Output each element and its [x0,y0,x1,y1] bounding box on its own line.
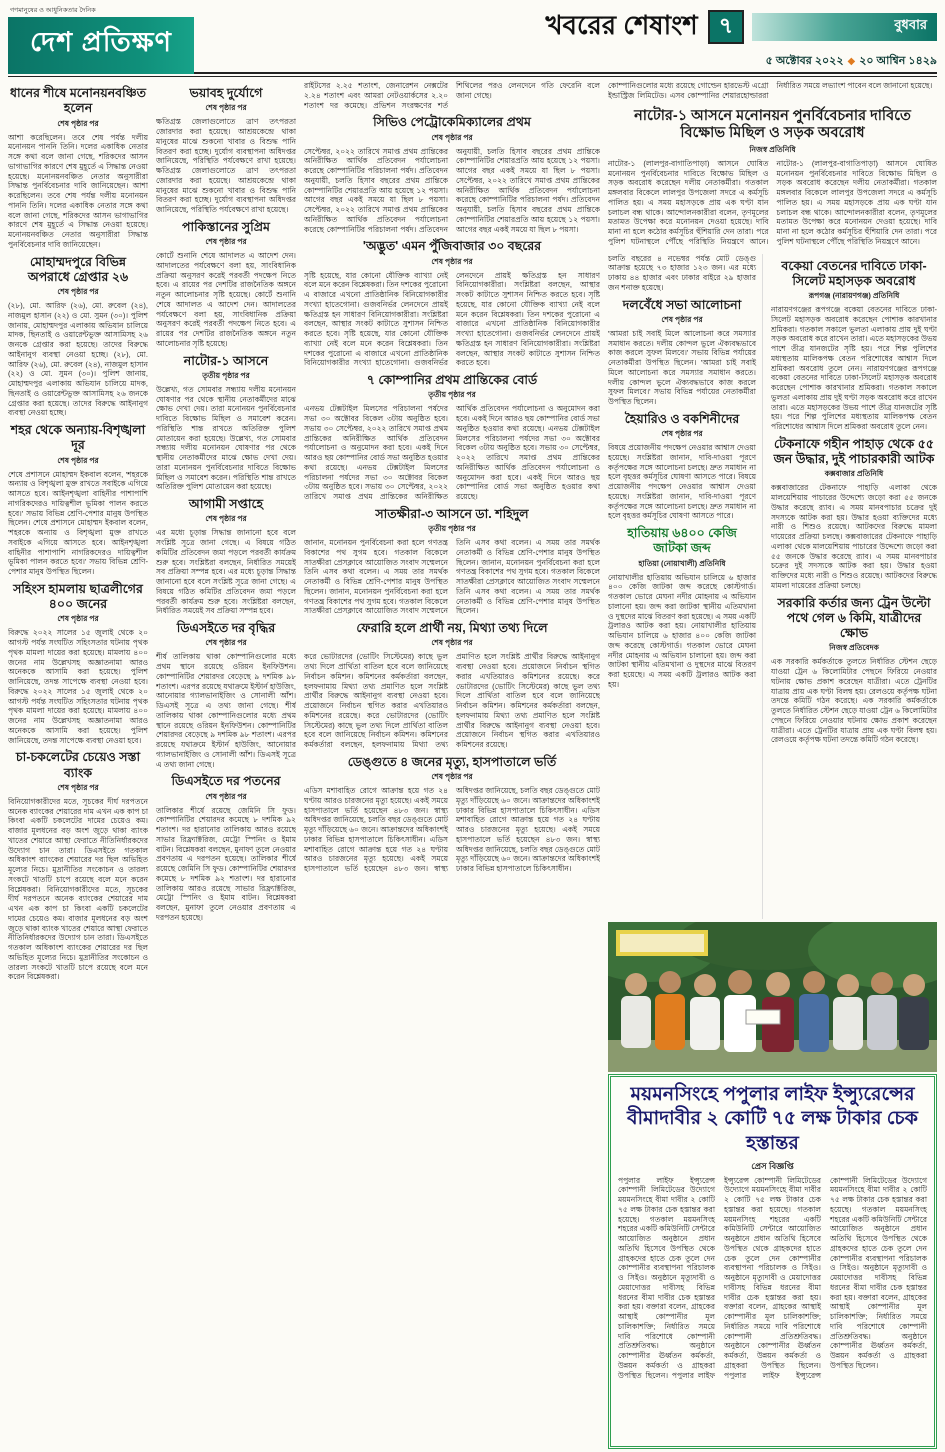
ad-headline: ময়মনসিংহে পপুলার লাইফ ইন্স্যুরেন্সের বীমাদাবীর ২ কোটি ৭৫ লক্ষ টাকার চেক হস্তান্তর [627,1083,918,1154]
ceremony-photo-graphic [608,922,937,1072]
story [8,582,148,746]
story-body: নাটোর-১ (লালপুর-বাগাতিপাড়া) আসনে ঘোষিত মনোনয়ন পুনর্বিবেচনার দাবিতে বিক্ষোভ মিছিল ও সড়ক অবরোধ করেছেন দলীয় নেতাকর্মীরা। গতকাল মঙ্গলবার বিকেলে লালপুর উপজেলা সদরে এ কর্মসূচি পালিত হয়। এ সময় মহাসড়কে প্রায় এক ঘণ্টা যান চলাচল বন্ধ থাকে। আন্দোলনকারীরা বলেন, তৃণমূলের মতামত উপেক্ষা করে মনোনয়ন দেওয়া হয়েছে। দাবি মানা না হলে কঠোর কর্মসূচির হুঁশিয়ারি দেন তারা। পরে পুলিশ ঘটনাস্থলে পৌঁছে পরিস্থিতি নিয়ন্ত্রণে আনে। নাটোর-১ (লালপুর-বাগাতিপাড়া) আসনে ঘোষিত মনোনয়ন পুনর্বিবেচনার দাবিতে বিক্ষোভ মিছিল ও সড়ক অবরোধ করেছেন দলীয় নেতাকর্মীরা। গতকাল মঙ্গলবার বিকেলে লালপুর উপজেলা সদরে এ কর্মসূচি পালিত হয়। এ সময় মহাসড়কে প্রায় এক ঘণ্টা যান চলাচল বন্ধ থাকে। আন্দোলনকারীরা বলেন, তৃণমূলের মতামত উপেক্ষা করে মনোনয়ন দেওয়া হয়েছে। দাবি মানা না হলে কঠোর কর্মসূচির হুঁশিয়ারি দেন তারা। পরে পুলিশ ঘটনাস্থলে পৌঁছে পরিস্থিতি নিয়ন্ত্রণে আনে। [608,158,937,246]
story-body: বিরুদ্ধে ২০২২ সালের ১৫ জুলাই থেকে ২০ আগস্ট পর্যন্ত সংঘটিত সহিংসতার ঘটনায় পৃথক পৃথক মামলা দায়ের করা হয়েছে। মামলায় ৪০০ জনের নাম উল্লেখসহ অজ্ঞাতনামা আরও অনেককে আসামি করা হয়েছে। পুলিশ জানিয়েছে, তদন্ত সাপেক্ষে ব্যবস্থা নেওয়া হবে। বিরুদ্ধে ২০২২ সালের ১৫ জুলাই থেকে ২০ আগস্ট পর্যন্ত সংঘটিত সহিংসতার ঘটনায় পৃথক পৃথক মামলা দায়ের করা হয়েছে। মামলায় ৪০০ জনের নাম উল্লেখসহ অজ্ঞাতনামা আরও অনেককে আসামি করা হয়েছে। পুলিশ জানিয়েছে, তদন্ত সাপেক্ষে ব্যবস্থা নেওয়া হবে। [8,628,148,745]
story-headline: মোহাম্মদপুরে বিভিন্ন অপরাধে গ্রেপ্তার ২৬ [27,254,129,284]
story-headline: আগামী সপ্তাহে [188,497,264,511]
story-body: ক্ষতিগ্রস্ত জেলাগুলোতে ত্রাণ তৎপরতা জোরদার করা হয়েছে। আশ্রয়কেন্দ্রে থাকা মানুষের মাঝে শুকনো খাবার ও বিশুদ্ধ পানি বিতরণ করা হচ্ছে। দুর্যোগ ব্যবস্থাপনা অধিদপ্তর জানিয়েছে, পরিস্থিতি পর্যবেক্ষণে রাখা হয়েছে। ক্ষতিগ্রস্ত জেলাগুলোতে ত্রাণ তৎপরতা জোরদার করা হয়েছে। আশ্রয়কেন্দ্রে থাকা মানুষের মাঝে শুকনো খাবার ও বিশুদ্ধ পানি বিতরণ করা হচ্ছে। দুর্যোগ ব্যবস্থাপনা অধিদপ্তর জানিয়েছে, পরিস্থিতি পর্যবেক্ষণে রাখা হয়েছে। [156,117,296,214]
column-1 [8,81,148,1449]
story-byline: শেষ পৃষ্ঠার পর [205,791,247,801]
story-body: আশা করেছিলেন। তবে শেষ পর্যন্ত দলীয় মনোনয়ন পাননি তিনি। দলের একাধিক নেতার সঙ্গে কথা বলে জানা গেছে, শরিকদের আসন ভাগাভাগির কারণে শেষ মুহূর্তে এ সিদ্ধান্ত নেওয়া হয়েছে। মনোনয়নবঞ্চিত নেতার অনুসারীরা সিদ্ধান্ত পুনর্বিবেচনার দাবি জানিয়েছেন। আশা করেছিলেন। তবে শেষ পর্যন্ত দলীয় মনোনয়ন পাননি তিনি। দলের একাধিক নেতার সঙ্গে কথা বলে জানা গেছে, শরিকদের আসন ভাগাভাগির কারণে শেষ মুহূর্তে এ সিদ্ধান্ত নেওয়া হয়েছে। মনোনয়নবঞ্চিত নেতার অনুসারীরা সিদ্ধান্ত পুনর্বিবেচনার দাবি জানিয়েছেন। [8,132,148,249]
lead-story [608,106,937,247]
story-body: সৃষ্টি হয়েছে, যার কোনো যৌক্তিক ব্যাখ্যা নেই বলে মনে করেন বিশ্লেষকরা। তিন দশকের পুরোনো এ বাজারে এখনো প্রাতিষ্ঠানিক বিনিয়োগকারীর সংখ্যা হাতেগোনা। গুজবনির্ভর লেনদেনে প্রায়ই ক্ষতিগ্রস্ত হন সাধারণ বিনিয়োগকারীরা। সংশ্লিষ্টরা বলছেন, আস্থার সংকট কাটাতে সুশাসন নিশ্চিত করতে হবে। সৃষ্টি হয়েছে, যার কোনো যৌক্তিক ব্যাখ্যা নেই বলে মনে করেন বিশ্লেষকরা। তিন দশকের পুরোনো এ বাজারে এখনো প্রাতিষ্ঠানিক বিনিয়োগকারীর সংখ্যা হাতেগোনা। গুজবনির্ভর লেনদেনে প্রায়ই ক্ষতিগ্রস্ত হন সাধারণ বিনিয়োগকারীরা। সংশ্লিষ্টরা বলছেন, আস্থার সংকট কাটাতে সুশাসন নিশ্চিত করতে হবে। সৃষ্টি হয়েছে, যার কোনো যৌক্তিক ব্যাখ্যা নেই বলে মনে করেন বিশ্লেষকরা। তিন দশকের পুরোনো এ বাজারে এখনো প্রাতিষ্ঠানিক বিনিয়োগকারীর সংখ্যা হাতেগোনা। গুজবনির্ভর লেনদেনে প্রায়ই ক্ষতিগ্রস্ত হন সাধারণ বিনিয়োগকারীরা। সংশ্লিষ্টরা বলছেন, আস্থার সংকট কাটাতে সুশাসন নিশ্চিত করতে হবে। [304,270,600,368]
story-headline: ডিএসইতে দর বৃদ্ধির [176,621,276,635]
story-body: এনভয় টেক্সটাইল মিলসের পরিচালনা পর্ষদের সভা ৩০ অক্টোবর বিকেল ৩টায় অনুষ্ঠিত হবে। সভায় ৩০ সেপ্টেম্বর, ২০২২ তারিখে সমাপ্ত প্রথম প্রান্তিকের অনিরীক্ষিত আর্থিক প্রতিবেদন পর্যালোচনা ও অনুমোদন করা হবে। একই দিনে আরও ছয় কোম্পানির বোর্ড সভা অনুষ্ঠিত হওয়ার কথা রয়েছে। এনভয় টেক্সটাইল মিলসের পরিচালনা পর্ষদের সভা ৩০ অক্টোবর বিকেল ৩টায় অনুষ্ঠিত হবে। সভায় ৩০ সেপ্টেম্বর, ২০২২ তারিখে সমাপ্ত প্রথম প্রান্তিকের অনিরীক্ষিত আর্থিক প্রতিবেদন পর্যালোচনা ও অনুমোদন করা হবে। একই দিনে আরও ছয় কোম্পানির বোর্ড সভা অনুষ্ঠিত হওয়ার কথা রয়েছে। এনভয় টেক্সটাইল মিলসের পরিচালনা পর্ষদের সভা ৩০ অক্টোবর বিকেল ৩টায় অনুষ্ঠিত হবে। সভায় ৩০ সেপ্টেম্বর, ২০২২ তারিখে সমাপ্ত প্রথম প্রান্তিকের অনিরীক্ষিত আর্থিক প্রতিবেদন পর্যালোচনা ও অনুমোদন করা হবে। একই দিনে আরও ছয় কোম্পানির বোর্ড সভা অনুষ্ঠিত হওয়ার কথা রয়েছে। [304,404,600,501]
story-headline: ডিএসইতে দর পতনের [171,774,281,789]
story-headline: সাতক্ষীরা-৩ আসনে ডা. শহিদুল [375,506,529,521]
story-byline: রূপগঞ্জ (নারায়ণগঞ্জ) প্রতিনিধি [808,291,900,301]
continuation-text: চলতি বছরের ৪ নভেম্বর পর্যন্ত মোট ডেঙ্গু আক্রান্ত হয়েছে ৭৩ হাজার ১২৩ জন। এর মধ্যে ঢাকায় ৪৪ হাজার এবং ঢাকার বাইরে ২৯ হাজার জন শনাক্ত হয়েছে। [608,253,756,292]
column-middle [304,81,600,1449]
story [156,354,296,493]
story-headline: সরকারি কর্তার জন্য ট্রেন উল্টো পথে গেল ৬ কিমি, যাত্রীদের ক্ষোভ [777,595,931,641]
story-headline: ফেরারি হলে প্রার্থী নয়, মিথ্যা তথ্য দিলে [356,621,548,635]
right-sub-columns [608,254,937,919]
story-body: জানান, মনোনয়ন পুনর্বিবেচনা করা হলে গণতন্ত্র বিকাশের পথ সুগম হবে। গতকাল বিকেলে সাতক্ষীরা প্রেসক্লাবে আয়োজিত সংবাদ সম্মেলনে তিনি এসব কথা বলেন। এ সময় তার সমর্থক নেতাকর্মী ও বিভিন্ন শ্রেণি-পেশার মানুষ উপস্থিত ছিলেন। জানান, মনোনয়ন পুনর্বিবেচনা করা হলে গণতন্ত্র বিকাশের পথ সুগম হবে। গতকাল বিকেলে সাতক্ষীরা প্রেসক্লাবে আয়োজিত সংবাদ সম্মেলনে তিনি এসব কথা বলেন। এ সময় তার সমর্থক নেতাকর্মী ও বিভিন্ন শ্রেণি-পেশার মানুষ উপস্থিত ছিলেন। জানান, মনোনয়ন পুনর্বিবেচনা করা হলে গণতন্ত্র বিকাশের পথ সুগম হবে। গতকাল বিকেলে সাতক্ষীরা প্রেসক্লাবে আয়োজিত সংবাদ সম্মেলনে তিনি এসব কথা বলেন। এ সময় তার সমর্থক নেতাকর্মী ও বিভিন্ন শ্রেণি-পেশার মানুষ উপস্থিত ছিলেন। [304,538,600,616]
ad-byline: প্রেস বিজ্ঞপ্তি [751,1160,794,1171]
story-byline: তৃতীয় পৃষ্ঠার পর [428,390,476,400]
story-byline: শেষ পৃষ্ঠার পর [431,132,473,142]
column-right-group [608,81,937,1449]
story [771,596,937,746]
column-2 [156,81,296,1449]
story-body: নোয়াখালীর হাতিয়ায় অভিযান চালিয়ে ৬ হাজার ৪০০ কেজি জাটকা জব্দ করেছে কোস্টগার্ড। গতকাল ভোরে মেঘনা নদীর মোহনায় এ অভিযান চালানো হয়। জব্দ করা জাটকা স্থানীয় এতিমখানা ও দুস্থদের মাঝে বিতরণ করা হয়েছে। এ সময় একটি ট্রলারও আটক করা হয়। নোয়াখালীর হাতিয়ায় অভিযান চালিয়ে ৬ হাজার ৪০০ কেজি জাটকা জব্দ করেছে কোস্টগার্ড। গতকাল ভোরে মেঘনা নদীর মোহনায় এ অভিযান চালানো হয়। জব্দ করা জাটকা স্থানীয় এতিমখানা ও দুস্থদের মাঝে বিতরণ করা হয়েছে। এ সময় একটি ট্রলারও আটক করা হয়। [608,572,756,689]
story [156,774,296,922]
diamond-separator-icon: ◆ [847,56,856,67]
story [771,437,937,591]
story-headline: ভয়াবহ দুর্যোগে [189,86,263,100]
story-headline: ডেঙ্গুতে ৪ জনের মৃত্যু, হাসপাতালে ভর্তি [347,754,557,769]
continuation-text: রাইটসের ২.২৫ শতাংশ, জেনারেশন নেক্সটের ২.২৪ শতাংশ এবং আমরা নেটওয়ার্কসের ২.২০ শতাংশ দর কমেছে। প্রভিশন সংরক্ষণের শর্ত শিথিলের পরও লেনদেনে গতি ফেরেনি বলে জানা গেছে। [304,81,600,110]
story [304,507,600,616]
story [8,750,148,982]
story-byline: শেষ পৃষ্ঠার পর [205,514,247,524]
column-6 [771,254,937,919]
story-body: (২৮), মো. আরিফ (২৬), মো. রুবেল (২৪), নাজমুল হাসান (২২) ও মো. সুমন (৩০)। পুলিশ জানায়, মোহাম্মদপুর এলাকায় অভিযান চালিয়ে মাদক, ছিনতাই ও ওয়ারেন্টভুক্ত আসামিসহ ২৬ জনকে গ্রেপ্তার করা হয়েছে। তাদের বিরুদ্ধে আইনানুগ ব্যবস্থা নেওয়া হচ্ছে। (২৮), মো. আরিফ (২৬), মো. রুবেল (২৪), নাজমুল হাসান (২২) ও মো. সুমন (৩০)। পুলিশ জানায়, মোহাম্মদপুর এলাকায় অভিযান চালিয়ে মাদক, ছিনতাই ও ওয়ারেন্টভুক্ত আসামিসহ ২৬ জনকে গ্রেপ্তার করা হয়েছে। তাদের বিরুদ্ধে আইনানুগ ব্যবস্থা নেওয়া হচ্ছে। [8,301,148,418]
date-gregorian: ৫ অক্টোবর ২০২২ [765,55,844,67]
story-body: শীর্ষ তালিকায় থাকা কোম্পানিগুলোর মধ্যে প্রথম স্থানে রয়েছে ওরিয়ন ইনফিউশন। কোম্পানিটির শেয়ারদর বেড়েছে ৯ দশমিক ৯৮ শতাংশ। এরপর রয়েছে যথাক্রমে ইস্টার্ন হাউজিং, আনোয়ার গ্যালভানাইজিং ও সোনালী আঁশ। ডিএসই সূত্রে এ তথ্য জানা গেছে। শীর্ষ তালিকায় থাকা কোম্পানিগুলোর মধ্যে প্রথম স্থানে রয়েছে ওরিয়ন ইনফিউশন। কোম্পানিটির শেয়ারদর বেড়েছে ৯ দশমিক ৯৮ শতাংশ। এরপর রয়েছে যথাক্রমে ইস্টার্ন হাউজিং, আনোয়ার গ্যালভানাইজিং ও সোনালী আঁশ। ডিএসই সূত্রে এ তথ্য জানা গেছে। [156,652,296,769]
story-headline: ধানের শীষে মনোনয়নবঞ্চিত হলেন [10,86,146,116]
story [156,86,296,215]
story [156,220,296,349]
weekday-ribbon: বুধবার [752,13,937,41]
story [304,755,600,874]
story [771,259,937,432]
story [304,621,600,750]
story-byline: শেষ পৃষ্ঠার পর [431,772,473,781]
story-body: উল্লেখ্য, গত সোমবার সন্ধ্যায় দলীয় মনোনয়ন ঘোষণার পর থেকে স্থানীয় নেতাকর্মীদের মাঝে ক্ষোভ দেখা দেয়। তারা মনোনয়ন পুনর্বিবেচনার দাবিতে বিক্ষোভ মিছিল ও সমাবেশ করেন। পরিস্থিতি শান্ত রাখতে অতিরিক্ত পুলিশ মোতায়েন করা হয়েছে। উল্লেখ্য, গত সোমবার সন্ধ্যায় দলীয় মনোনয়ন ঘোষণার পর থেকে স্থানীয় নেতাকর্মীদের মাঝে ক্ষোভ দেখা দেয়। তারা মনোনয়ন পুনর্বিবেচনার দাবিতে বিক্ষোভ মিছিল ও সমাবেশ করেন। পরিস্থিতি শান্ত রাখতে অতিরিক্ত পুলিশ মোতায়েন করা হয়েছে। [156,384,296,492]
story-byline: শেষ পৃষ্ঠার পর [57,287,99,296]
story-byline: শেষ পৃষ্ঠার পর [661,314,703,324]
story-body: শেষে প্রশাসনে মোহাম্মদ ইকবাল বলেন, 'শহরকে অন্যায় ও বিশৃঙ্খলা মুক্ত রাখতে সবাইকে এগিয়ে আসতে হবে। আইনশৃঙ্খলা বাহিনীর পাশাপাশি নাগরিকদেরও দায়িত্বশীল ভূমিকা পালন করতে হবে।' সভায় বিভিন্ন শ্রেণি-পেশার মানুষ উপস্থিত ছিলেন। শেষে প্রশাসনে মোহাম্মদ ইকবাল বলেন, 'শহরকে অন্যায় ও বিশৃঙ্খলা মুক্ত রাখতে সবাইকে এগিয়ে আসতে হবে। আইনশৃঙ্খলা বাহিনীর পাশাপাশি নাগরিকদেরও দায়িত্বশীল ভূমিকা পালন করতে হবে।' সভায় বিভিন্ন শ্রেণি-পেশার মানুষ উপস্থিত ছিলেন। [8,469,148,576]
story-body: এর মধ্যে চূড়ান্ত সিদ্ধান্ত জানানো হবে বলে সংশ্লিষ্ট সূত্রে জানা গেছে। এ বিষয়ে গঠিত কমিটির প্রতিবেদন জমা পড়লে পরবর্তী কার্যক্রম শুরু হবে। সংশ্লিষ্টরা বলছেন, নির্ধারিত সময়েই সব প্রক্রিয়া সম্পন্ন হবে। এর মধ্যে চূড়ান্ত সিদ্ধান্ত জানানো হবে বলে সংশ্লিষ্ট সূত্রে জানা গেছে। এ বিষয়ে গঠিত কমিটির প্রতিবেদন জমা পড়লে পরবর্তী কার্যক্রম শুরু হবে। সংশ্লিষ্টরা বলছেন, নির্ধারিত সময়েই সব প্রক্রিয়া সম্পন্ন হবে। [156,528,296,616]
story-headline: 'অদ্ভুত' এমন পুঁজিবাজার ৩০ বছরের [362,239,542,254]
story-byline: শেষ পৃষ্ঠার পর [661,429,703,439]
masthead: দেশ প্রতিক্ষণ [8,17,194,74]
story-body: 'আমরা চাই সবাই মিলে আলোচনা করে সমস্যার সমাধান করতে। দলীয় কোন্দল ভুলে ঐক্যবদ্ধভাবে কাজ করলে সুফল মিলবে।' সভায় বিভিন্ন পর্যায়ের নেতাকর্মীরা উপস্থিত ছিলেন। 'আমরা চাই সবাই মিলে আলোচনা করে সমস্যার সমাধান করতে। দলীয় কোন্দল ভুলে ঐক্যবদ্ধভাবে কাজ করলে সুফল মিলবে।' সভায় বিভিন্ন পর্যায়ের নেতাকর্মীরা উপস্থিত ছিলেন। [608,328,756,407]
date-bengali: ২০ আশ্বিন ১৪২৯ [859,55,937,67]
story-byline: শেষ পৃষ্ঠার পর [205,638,247,648]
section-title: খবরের শেষাংশ [545,10,698,40]
story-headline: সিভিও পেট্রোকেমিক্যালের প্রথম [373,115,531,130]
story-byline: শেষ পৃষ্ঠার পর [205,237,247,246]
story-body: কোর্টে শুনানি শেষে আদালত এ আদেশ দেন। আদালতের পর্যবেক্ষণে বলা হয়, সাংবিধানিক প্রক্রিয়া অনুসরণ করেই পরবর্তী পদক্ষেপ নিতে হবে। এ রায়ের পর দেশটির রাজনৈতিক অঙ্গনে নতুন আলোচনার সৃষ্টি হয়েছে। কোর্টে শুনানি শেষে আদালত এ আদেশ দেন। আদালতের পর্যবেক্ষণে বলা হয়, সাংবিধানিক প্রক্রিয়া অনুসরণ করেই পরবর্তী পদক্ষেপ নিতে হবে। এ রায়ের পর দেশটির রাজনৈতিক অঙ্গনে নতুন আলোচনার সৃষ্টি হয়েছে। [156,251,296,348]
story-byline: শেষ পৃষ্ঠার পর [431,638,473,648]
story-headline: চা-চকলেটের চেয়েও সস্তা ব্যাংক [15,750,141,780]
story [156,621,296,769]
story [304,239,600,368]
column-5 [608,254,763,919]
story-headline: হাতিয়ায় ৬৪০০ কেজি জাটকা জব্দ [627,526,737,556]
story-byline: শেষ পৃষ্ঠার পর [57,455,99,465]
story-headline: ৭ কোম্পানির প্রথম প্রান্তিকের বোর্ড [366,373,538,387]
story-body: সেপ্টেম্বর, ২০২২ তারিখে সমাপ্ত প্রথম প্রান্তিকের অনিরীক্ষিত আর্থিক প্রতিবেদন পর্যালোচনা করেছে কোম্পানিটির পরিচালনা পর্ষদ। প্রতিবেদন অনুযায়ী, চলতি হিসাব বছরের প্রথম প্রান্তিকে কোম্পানিটির শেয়ারপ্রতি আয় হয়েছে ১২ পয়সা। আগের বছর একই সময়ে যা ছিল ৮ পয়সা। সেপ্টেম্বর, ২০২২ তারিখে সমাপ্ত প্রথম প্রান্তিকের অনিরীক্ষিত আর্থিক প্রতিবেদন পর্যালোচনা করেছে কোম্পানিটির পরিচালনা পর্ষদ। প্রতিবেদন অনুযায়ী, চলতি হিসাব বছরের প্রথম প্রান্তিকে কোম্পানিটির শেয়ারপ্রতি আয় হয়েছে ১২ পয়সা। আগের বছর একই সময়ে যা ছিল ৮ পয়সা। সেপ্টেম্বর, ২০২২ তারিখে সমাপ্ত প্রথম প্রান্তিকের অনিরীক্ষিত আর্থিক প্রতিবেদন পর্যালোচনা করেছে কোম্পানিটির পরিচালনা পর্ষদ। প্রতিবেদন অনুযায়ী, চলতি হিসাব বছরের প্রথম প্রান্তিকে কোম্পানিটির শেয়ারপ্রতি আয় হয়েছে ১২ পয়সা। আগের বছর একই সময়ে যা ছিল ৮ পয়সা। [304,146,600,234]
story-byline: তৃতীয় পৃষ্ঠার পর [428,524,476,533]
masthead-tagline: গণমানুষের ও আধুনিকতার দৈনিক [10,7,96,14]
story-byline: হাতিয়া (নোয়াখালী) প্রতিনিধি [638,558,726,568]
story-byline: নিজস্ব প্রতিবেদক [829,643,879,653]
story-headline: বকেয়া বেতনের দাবিতে ঢাকা-সিলেট মহাসড়ক অবরোধ [781,258,927,288]
page-header [8,5,937,69]
story [304,115,600,234]
story [608,412,756,521]
story-byline: শেষ পৃষ্ঠার পর [205,103,247,113]
story-headline: সহিংস হামলায় ছাত্রলীগের ৪০০ জনের [13,581,143,611]
story-headline: টেকনাফে গহীন পাহাড় থেকে ৫৫ জন উদ্ধার, দুই পাচারকারী আটক [773,436,935,467]
story-byline: শেষ পৃষ্ঠার পর [431,256,473,266]
story-byline: শেষ পৃষ্ঠার পর [57,614,99,624]
story-headline: হৈয়ারিও ও বকশিনীদের [624,411,740,426]
story-body: কক্সবাজারের টেকনাফে পাহাড়ি এলাকা থেকে মালয়েশিয়ায় পাচারের উদ্দেশ্যে জড়ো করা ৫৫ জনকে উদ্ধার করেছে র‌্যাব। এ সময় মানবপাচার চক্রের দুই সদস্যকে আটক করা হয়। উদ্ধার হওয়া ব্যক্তিদের মধ্যে নারী ও শিশুও রয়েছে। আটকদের বিরুদ্ধে মামলা দায়েরের প্রক্রিয়া চলছে। কক্সবাজারের টেকনাফে পাহাড়ি এলাকা থেকে মালয়েশিয়ায় পাচারের উদ্দেশ্যে জড়ো করা ৫৫ জনকে উদ্ধার করেছে র‌্যাব। এ সময় মানবপাচার চক্রের দুই সদস্যকে আটক করা হয়। উদ্ধার হওয়া ব্যক্তিদের মধ্যে নারী ও শিশুও রয়েছে। আটকদের বিরুদ্ধে মামলা দায়েরের প্রক্রিয়া চলছে। [771,483,937,590]
story-byline: তৃতীয় পৃষ্ঠার পর [202,370,250,380]
ad-body: পপুলার লাইফ ইন্স্যুরেন্স কোম্পানী লিমিটেডের উদ্যোগে ময়মনসিংহে বীমা দাবীর ২ কোটি ৭৫ লক্ষ টাকার চেক হস্তান্তর করা হয়েছে। গতকাল ময়মনসিংহ শহরের একটি কমিউনিটি সেন্টারে আয়োজিত অনুষ্ঠানে প্রধান অতিথি হিসেবে উপস্থিত থেকে গ্রাহকদের হাতে চেক তুলে দেন কোম্পানীর ব্যবস্থাপনা পরিচালক ও সিইও। অনুষ্ঠানে মৃত্যুদাবী ও মেয়াদোত্তর দাবীসহ বিভিন্ন ধরনের বীমা দাবীর চেক হস্তান্তর করা হয়। বক্তারা বলেন, গ্রাহকের আস্থাই কোম্পানীর মূল চালিকাশক্তি; নির্ধারিত সময়ে দাবি পরিশোধে কোম্পানী প্রতিশ্রুতিবদ্ধ। অনুষ্ঠানে কোম্পানীর ঊর্ধ্বতন কর্মকর্তা, উন্নয়ন কর্মকর্তা ও গ্রাহকরা উপস্থিত ছিলেন। পপুলার লাইফ ইন্স্যুরেন্স কোম্পানী লিমিটেডের উদ্যোগে ময়মনসিংহে বীমা দাবীর ২ কোটি ৭৫ লক্ষ টাকার চেক হস্তান্তর করা হয়েছে। গতকাল ময়মনসিংহ শহরের একটি কমিউনিটি সেন্টারে আয়োজিত অনুষ্ঠানে প্রধান অতিথি হিসেবে উপস্থিত থেকে গ্রাহকদের হাতে চেক তুলে দেন কোম্পানীর ব্যবস্থাপনা পরিচালক ও সিইও। অনুষ্ঠানে মৃত্যুদাবী ও মেয়াদোত্তর দাবীসহ বিভিন্ন ধরনের বীমা দাবীর চেক হস্তান্তর করা হয়। বক্তারা বলেন, গ্রাহকের আস্থাই কোম্পানীর মূল চালিকাশক্তি; নির্ধারিত সময়ে দাবি পরিশোধে কোম্পানী প্রতিশ্রুতিবদ্ধ। অনুষ্ঠানে কোম্পানীর ঊর্ধ্বতন কর্মকর্তা, উন্নয়ন কর্মকর্তা ও গ্রাহকরা উপস্থিত ছিলেন। পপুলার লাইফ ইন্স্যুরেন্স কোম্পানী লিমিটেডের উদ্যোগে ময়মনসিংহে বীমা দাবীর ২ কোটি ৭৫ লক্ষ টাকার চেক হস্তান্তর করা হয়েছে। গতকাল ময়মনসিংহ শহরের একটি কমিউনিটি সেন্টারে আয়োজিত অনুষ্ঠানে প্রধান অতিথি হিসেবে উপস্থিত থেকে গ্রাহকদের হাতে চেক তুলে দেন কোম্পানীর ব্যবস্থাপনা পরিচালক ও সিইও। অনুষ্ঠানে মৃত্যুদাবী ও মেয়াদোত্তর দাবীসহ বিভিন্ন ধরনের বীমা দাবীর চেক হস্তান্তর করা হয়। বক্তারা বলেন, গ্রাহকের আস্থাই কোম্পানীর মূল চালিকাশক্তি; নির্ধারিত সময়ে দাবি পরিশোধে কোম্পানী প্রতিশ্রুতিবদ্ধ। অনুষ্ঠানে কোম্পানীর ঊর্ধ্বতন কর্মকর্তা, উন্নয়ন কর্মকর্তা ও গ্রাহকরা উপস্থিত ছিলেন। [618,1175,927,1380]
date-line [766,52,937,71]
press-release-box [608,1074,937,1449]
story-body: এডিস মশাবাহিত রোগে আক্রান্ত হয়ে গত ২৪ ঘণ্টায় আরও চারজনের মৃত্যু হয়েছে। একই সময়ে হাসপাতালে ভর্তি হয়েছেন ৪৮৩ জন। স্বাস্থ্য অধিদপ্তর জানিয়েছে, চলতি বছর ডেঙ্গুতে মোট মৃত্যু দাঁড়িয়েছে ৬০ জনে। আক্রান্তদের অধিকাংশই ঢাকার বিভিন্ন হাসপাতালে চিকিৎসাধীন। এডিস মশাবাহিত রোগে আক্রান্ত হয়ে গত ২৪ ঘণ্টায় আরও চারজনের মৃত্যু হয়েছে। একই সময়ে হাসপাতালে ভর্তি হয়েছেন ৪৮৩ জন। স্বাস্থ্য অধিদপ্তর জানিয়েছে, চলতি বছর ডেঙ্গুতে মোট মৃত্যু দাঁড়িয়েছে ৬০ জনে। আক্রান্তদের অধিকাংশই ঢাকার বিভিন্ন হাসপাতালে চিকিৎসাধীন। এডিস মশাবাহিত রোগে আক্রান্ত হয়ে গত ২৪ ঘণ্টায় আরও চারজনের মৃত্যু হয়েছে। একই সময়ে হাসপাতালে ভর্তি হয়েছেন ৪৮৩ জন। স্বাস্থ্য অধিদপ্তর জানিয়েছে, চলতি বছর ডেঙ্গুতে মোট মৃত্যু দাঁড়িয়েছে ৬০ জনে। আক্রান্তদের অধিকাংশই ঢাকার বিভিন্ন হাসপাতালে চিকিৎসাধীন। [304,786,600,873]
story-headline: নাটোর-১ আসনে মনোনয়ন পুনর্বিবেচনার দাবিতে বিক্ষোভ মিছিল ও সড়ক অবরোধ [634,107,911,142]
story [608,298,756,407]
story-headline: নাটোর-১ আসনে [183,353,269,368]
story-body: নারায়ণগঞ্জের রূপগঞ্জে বকেয়া বেতনের দাবিতে ঢাকা-সিলেট মহাসড়ক অবরোধ করেছেন পোশাক কারখানার শ্রমিকরা। গতকাল সকালে ভুলতা এলাকায় প্রায় দুই ঘণ্টা সড়ক অবরোধ করে রাখেন তারা। এতে মহাসড়কের উভয় পাশে তীব্র যানজটের সৃষ্টি হয়। পরে শিল্প পুলিশের মধ্যস্থতায় মালিকপক্ষ বেতন পরিশোধের আশ্বাস দিলে শ্রমিকরা অবরোধ তুলে নেন। নারায়ণগঞ্জের রূপগঞ্জে বকেয়া বেতনের দাবিতে ঢাকা-সিলেট মহাসড়ক অবরোধ করেছেন পোশাক কারখানার শ্রমিকরা। গতকাল সকালে ভুলতা এলাকায় প্রায় দুই ঘণ্টা সড়ক অবরোধ করে রাখেন তারা। এতে মহাসড়কের উভয় পাশে তীব্র যানজটের সৃষ্টি হয়। পরে শিল্প পুলিশের মধ্যস্থতায় মালিকপক্ষ বেতন পরিশোধের আশ্বাস দিলে শ্রমিকরা অবরোধ তুলে নেন। [771,305,937,432]
story-headline: পাকিস্তানের সুপ্রিম [182,219,270,234]
story-body: বিনিয়োগকারীদের মতে, সূচকের দীর্ঘ দরপতনে অনেক ব্যাংকের শেয়ারের দাম এখন এক কাপ চা কিংবা একটি চকলেটের দামের চেয়েও কম। বাজার মূলধনের বড় অংশ জুড়ে থাকা ব্যাংক খাতের শেয়ারে আস্থা ফেরাতে নীতিনির্ধারকদের উদ্যোগ চান তারা। ডিএসইতে গতকাল অধিকাংশ ব্যাংকের শেয়ারের দর ছিল অভিহিত মূল্যের নিচে। মুদ্রানীতির সংকোচন ও তারল্য সংকটে খাতটি চাপে রয়েছে বলে মনে করেন বিশ্লেষকরা। বিনিয়োগকারীদের মতে, সূচকের দীর্ঘ দরপতনে অনেক ব্যাংকের শেয়ারের দাম এখন এক কাপ চা কিংবা একটি চকলেটের দামের চেয়েও কম। বাজার মূলধনের বড় অংশ জুড়ে থাকা ব্যাংক খাতের শেয়ারে আস্থা ফেরাতে নীতিনির্ধারকদের উদ্যোগ চান তারা। ডিএসইতে গতকাল অধিকাংশ ব্যাংকের শেয়ারের দর ছিল অভিহিত মূল্যের নিচে। মুদ্রানীতির সংকোচন ও তারল্য সংকটে খাতটি চাপে রয়েছে বলে মনে করেন বিশ্লেষকরা। [8,796,148,982]
story-byline: শেষ পৃষ্ঠার পর [57,782,99,792]
story [8,423,148,577]
story-body: এক সরকারি কর্মকর্তাকে তুলতে নির্ধারিত স্টেশন ছেড়ে যাওয়া ট্রেন ৬ কিলোমিটার পেছনে ফিরিয়ে নেওয়ার ঘটনায় ক্ষোভ প্রকাশ করেছেন যাত্রীরা। এতে ট্রেনটির যাত্রায় প্রায় এক ঘণ্টা বিলম্ব হয়। রেলওয়ে কর্তৃপক্ষ ঘটনা তদন্তে কমিটি গঠন করেছে। এক সরকারি কর্মকর্তাকে তুলতে নির্ধারিত স্টেশন ছেড়ে যাওয়া ট্রেন ৬ কিলোমিটার পেছনে ফিরিয়ে নেওয়ার ঘটনায় ক্ষোভ প্রকাশ করেছেন যাত্রীরা। এতে ট্রেনটির যাত্রায় প্রায় এক ঘণ্টা বিলম্ব হয়। রেলওয়ে কর্তৃপক্ষ ঘটনা তদন্তে কমিটি গঠন করেছে। [771,657,937,745]
story [608,526,756,690]
story [156,497,296,616]
story-byline: কক্সবাজার প্রতিনিধি [824,469,884,479]
continuation-text: কোম্পানিগুলোর মধ্যে রয়েছে গোল্ডেন হারভেস্ট এগ্রো ইন্ডাস্ট্রিজ লিমিটেড। এসব কোম্পানির শেয়ারহোল্ডাররা নির্ধারিত সময়ে লভ্যাংশ পাবেন বলে জানানো হয়েছে। [608,81,933,100]
story-byline: শেষ পৃষ্ঠার পর [57,118,99,128]
story [8,86,148,250]
story-body: বিষয়ে প্রয়োজনীয় পদক্ষেপ নেওয়ার আশ্বাস দেওয়া হয়েছে। সংশ্লিষ্টরা জানান, দাবি-দাওয়া পূরণে কর্তৃপক্ষের সঙ্গে আলোচনা চলছে। দ্রুত সমাধান না হলে বৃহত্তর কর্মসূচির ঘোষণা আসতে পারে। বিষয়ে প্রয়োজনীয় পদক্ষেপ নেওয়ার আশ্বাস দেওয়া হয়েছে। সংশ্লিষ্টরা জানান, দাবি-দাওয়া পূরণে কর্তৃপক্ষের সঙ্গে আলোচনা চলছে। দ্রুত সমাধান না হলে বৃহত্তর কর্মসূচির ঘোষণা আসতে পারে। [608,443,756,521]
story-body: করে ভোটারদের (ভোটিং সিস্টেমের) কাছে ভুল তথ্য দিলে প্রার্থিতা বাতিল হবে বলে জানিয়েছে নির্বাচন কমিশন। কমিশনের কর্মকর্তারা বলছেন, হলফনামায় মিথ্যা তথ্য প্রমাণিত হলে সংশ্লিষ্ট প্রার্থীর বিরুদ্ধে আইনানুগ ব্যবস্থা নেওয়া হবে। প্রয়োজনে নির্বাচন স্থগিত করার এখতিয়ারও কমিশনের রয়েছে। করে ভোটারদের (ভোটিং সিস্টেমের) কাছে ভুল তথ্য দিলে প্রার্থিতা বাতিল হবে বলে জানিয়েছে নির্বাচন কমিশন। কমিশনের কর্মকর্তারা বলছেন, হলফনামায় মিথ্যা তথ্য প্রমাণিত হলে সংশ্লিষ্ট প্রার্থীর বিরুদ্ধে আইনানুগ ব্যবস্থা নেওয়া হবে। প্রয়োজনে নির্বাচন স্থগিত করার এখতিয়ারও কমিশনের রয়েছে। করে ভোটারদের (ভোটিং সিস্টেমের) কাছে ভুল তথ্য দিলে প্রার্থিতা বাতিল হবে বলে জানিয়েছে নির্বাচন কমিশন। কমিশনের কর্মকর্তারা বলছেন, হলফনামায় মিথ্যা তথ্য প্রমাণিত হলে সংশ্লিষ্ট প্রার্থীর বিরুদ্ধে আইনানুগ ব্যবস্থা নেওয়া হবে। প্রয়োজনে নির্বাচন স্থগিত করার এখতিয়ারও কমিশনের রয়েছে। [304,652,600,749]
story-byline: নিজস্ব প্রতিনিধি [749,144,796,154]
page-columns [8,81,937,1449]
story [8,255,148,419]
story [304,373,600,502]
ceremony-photo [608,922,937,1072]
story-headline: শহর থেকে অন্যায়-বিশৃঙ্খলা দূর [10,423,146,453]
story-headline: দলবেঁধে সভা আলোচনা [622,297,742,312]
story-body: তালিকার শীর্ষে রয়েছে জেমিনি সি ফুড। কোম্পানিটির শেয়ারদর কমেছে ৮ দশমিক ৯২ শতাংশ। দর হারানোর তালিকায় আরও রয়েছে সাভার রিফ্র্যাক্টরিজ, মেট্রো স্পিনিং ও ইমাম বাটন। বিশ্লেষকরা বলছেন, মুনাফা তুলে নেওয়ার প্রবণতায় এ দরপতন হয়েছে। তালিকার শীর্ষে রয়েছে জেমিনি সি ফুড। কোম্পানিটির শেয়ারদর কমেছে ৮ দশমিক ৯২ শতাংশ। দর হারানোর তালিকায় আরও রয়েছে সাভার রিফ্র্যাক্টরিজ, মেট্রো স্পিনিং ও ইমাম বাটন। বিশ্লেষকরা বলছেন, মুনাফা তুলে নেওয়ার প্রবণতায় এ দরপতন হয়েছে। [156,805,296,922]
page-number: ৭ [708,10,744,44]
